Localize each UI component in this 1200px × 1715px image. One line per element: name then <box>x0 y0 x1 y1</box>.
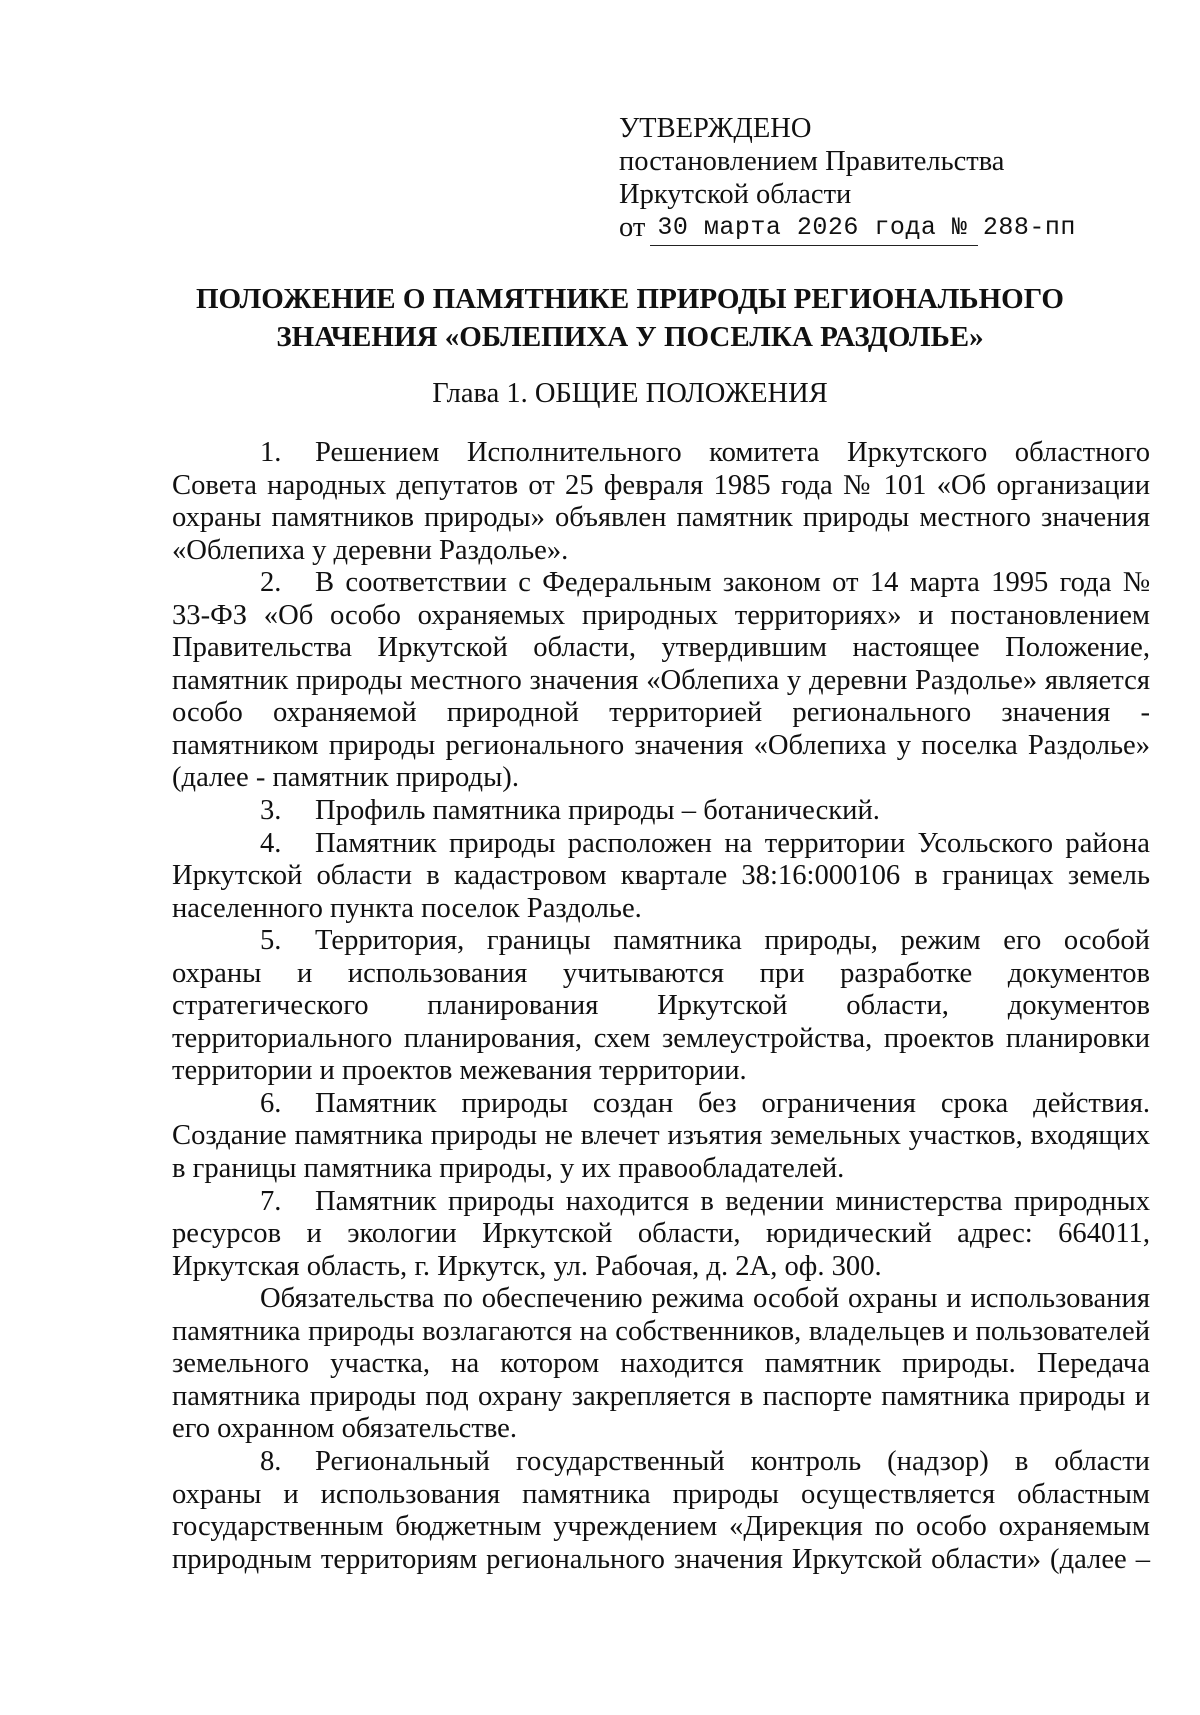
paragraph-number: 4. <box>260 827 282 859</box>
paragraph-1 <box>172 437 1150 567</box>
paragraph-text: Обязательства по обеспечению режима особой охраны и использования памятника природы возлагаются на собственников, владельцев и пользователей земельного участка, на котором находится памятник природы. Передача памятника природы под охрану закрепляется в паспорте памятника природы и его охранном обязательстве. <box>172 1283 1150 1445</box>
approval-date-prefix: от <box>619 212 646 243</box>
paragraph-text: Региональный государственный контроль (надзор) в области охраны и использования памятника природы осуществляется областным государственным бюджетным учреждением «Дирекция по особо охраняемым природным территориям регионального значения Иркутской области» (далее – <box>172 1445 1150 1575</box>
paragraph-6 <box>172 1088 1150 1186</box>
approval-line-2: Иркутской области <box>619 179 852 210</box>
paragraph-7-continuation <box>172 1283 1150 1446</box>
approval-heading: УТВЕРЖДЕНО <box>619 113 812 144</box>
approval-date-row <box>619 211 1079 246</box>
approval-stamp <box>619 112 1079 246</box>
paragraph-3 <box>172 795 1150 828</box>
document-title-line-1: ПОЛОЖЕНИЕ О ПАМЯТНИКЕ ПРИРОДЫ РЕГИОНАЛЬНОГО <box>195 283 1064 315</box>
paragraph-text: Решением Исполнительного комитета Иркутского областного Совета народных депутатов от 25 февраля 1985 года № 101 «Об организации охраны памятников природы» объявлен памятник природы местного значения «Облепиха у деревни Раздолье». <box>172 437 1150 566</box>
paragraph-number: 6. <box>260 1087 282 1119</box>
paragraph-2 <box>172 567 1150 795</box>
paragraph-5 <box>172 925 1150 1088</box>
paragraph-number: 3. <box>260 795 282 827</box>
paragraph-number: 5. <box>260 925 282 957</box>
approval-date-underline <box>650 245 978 246</box>
approval-date-value: 30 марта 2026 года № 288-пп <box>657 213 1076 242</box>
paragraph-text: Памятник природы находится в ведении министерства природных ресурсов и экологии Иркутской области, юридический адрес: 664011, Иркутская область, г. Иркутск, ул. Рабочая, д. 2А, оф. 300. <box>172 1185 1150 1282</box>
paragraph-text: Памятник природы создан без ограничения срока действия. Создание памятника природы не влечет изъятия земельных участков, входящих в границы памятника природы, у их правообладателей. <box>172 1087 1150 1185</box>
paragraph-text: Профиль памятника природы – ботанический. <box>315 795 880 827</box>
chapter-heading: Глава 1. ОБЩИЕ ПОЛОЖЕНИЯ <box>432 378 828 409</box>
document-title <box>170 280 1090 356</box>
approval-line-1: постановлением Правительства <box>619 146 1005 177</box>
document-body <box>172 437 1150 1576</box>
paragraph-7 <box>172 1186 1150 1284</box>
paragraph-number: 7. <box>260 1185 282 1217</box>
paragraph-number: 8. <box>260 1445 282 1477</box>
paragraph-number: 1. <box>260 437 282 468</box>
paragraph-4 <box>172 828 1150 926</box>
paragraph-text: В соответствии с Федеральным законом от 14 марта 1995 года № 33-ФЗ «Об особо охраняемых природных территориях» и постановлением Правительства Иркутской области, утвердившим настоящее Положение, памятник природы местного значения «Облепиха у деревни Раздолье» является особо охраняемой природной территорией регионального значения - памятником природы регионального значения «Облепиха у поселка Раздолье» (далее - памятник природы). <box>172 567 1150 794</box>
paragraph-text: Памятник природы расположен на территории Усольского района Иркутской области в кадастровом квартале 38:16:000106 в границах земель населенного пункта поселок Раздолье. <box>172 827 1150 924</box>
paragraph-number: 2. <box>260 567 282 599</box>
paragraph-text: Территория, границы памятника природы, режим его особой охраны и использования учитываются при разработке документов стратегического планирования Иркутской области, документов территориального планирования, схем землеустройства, проектов планировки территории и проектов межевания территории. <box>172 925 1150 1087</box>
document-title-line-2: ЗНАЧЕНИЯ «ОБЛЕПИХА У ПОСЕЛКА РАЗДОЛЬЕ» <box>276 321 984 353</box>
paragraph-8 <box>172 1446 1150 1576</box>
